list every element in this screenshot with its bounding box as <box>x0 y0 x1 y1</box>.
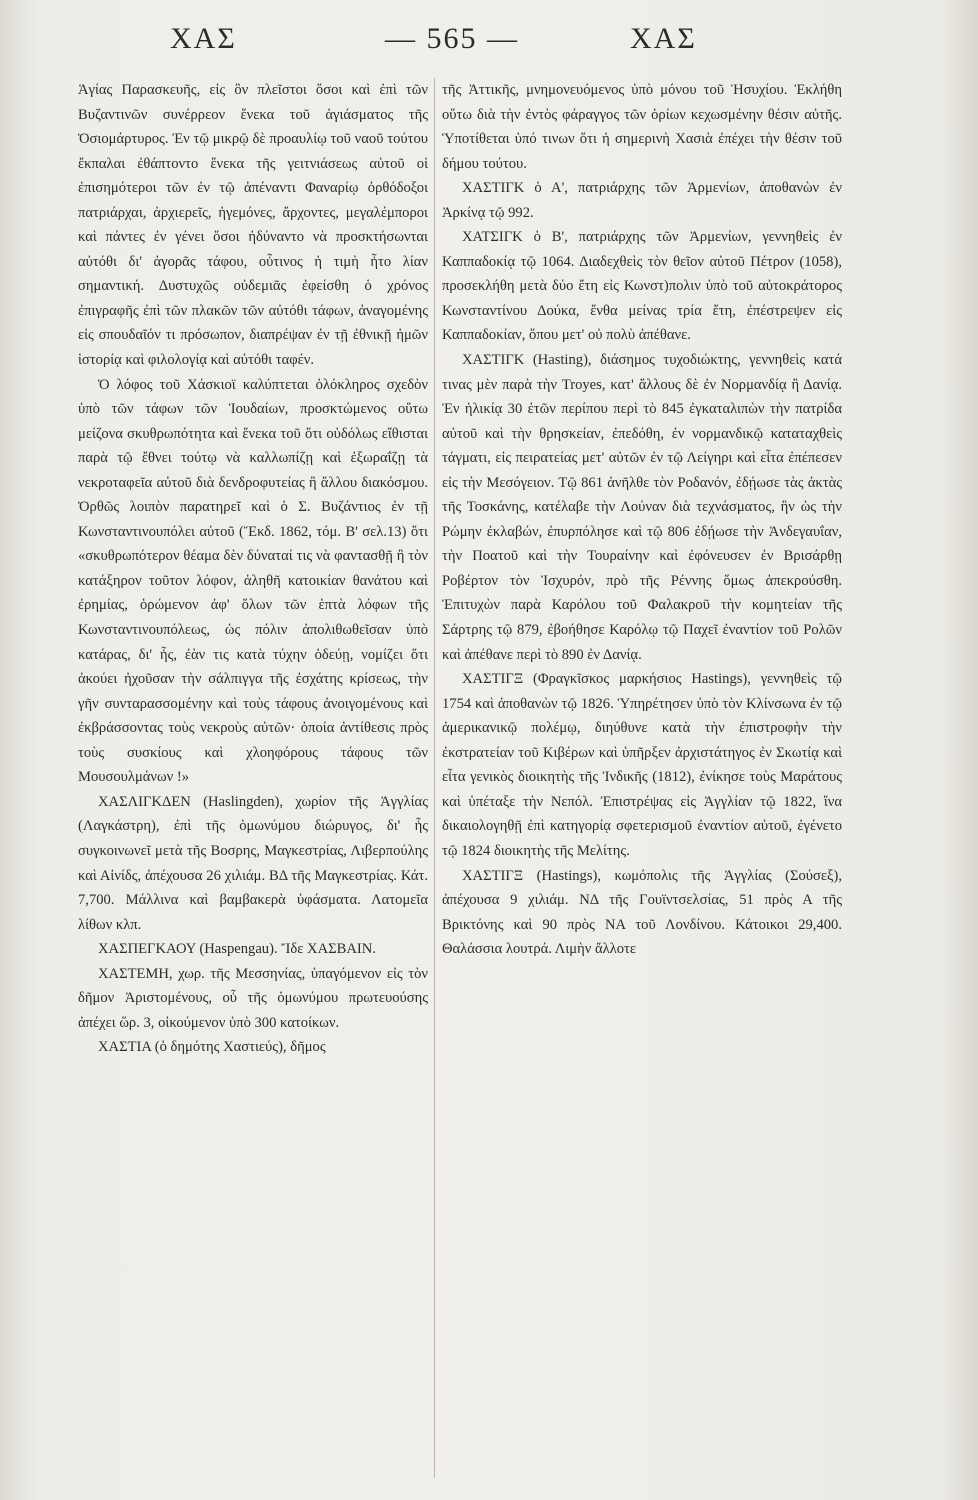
entry-haspengau: ΧΑΣΠΕΓΚΑΟΥ (Haspengau). Ἴδε ΧΑΣΒΑΙΝ. <box>98 941 376 958</box>
page-number: — 565 — <box>385 22 519 55</box>
entry-hasting: ΧΑΣΤΙΓΚ (Hasting), διάσημος τυχοδιώκτης, γεννηθεὶς κατά τινας μὲν παρὰ τὴν Troyes, κατ' ἄλλους δὲ ἐν Νορμανδίᾳ ἢ Δανίᾳ. Ἐν ἡλικίᾳ 30 ἐτῶν περίπου περὶ τὸ 845 ἐγκαταλιπὼν τὴν πατρίδα αὐτοῦ καὶ τὴν θρησκείαν, ἐπεδόθη, ἐν νορμανδικῷ καταταχθεὶς τάγματι, εἰς πειρατείας μετ' αὐτῶν ἐν τῷ Λείγηρι καὶ εἶτα ἐπέπεσεν εἰς τὴν Μεσόγειον. Τῷ 861 ἀνῆλθε τὸν Ροδανόν, ἐδῄωσε τὰς ἀκτὰς τῆς Τοσκάνης, κατέλαβε τὴν Λούναν διὰ τεχνάσματος, ἣν ὡς τὴν Ρώμην ἐκλαβών, ἐπυρπόλησε καὶ τῷ 806 ἐδῄωσε τὴν Ἀνδεγαυΐαν, τὴν Ποατοῦ καὶ τὴν Τουραίνην καὶ ἐφόνευσεν ἐν Βρισάρθῃ Ροβέρτον τὸν Ἰσχυρόν, πρὸ τῆς Ρέννης ὅμως ἀπεκρούσθη. Ἐπιτυχὼν παρὰ Καρόλου τοῦ Φαλακροῦ τὴν κομητείαν τῆς Σάρτρης τῷ 879, ἐβοήθησε Καρόλῳ τῷ Παχεῖ ἐναντίον τοῦ Ρολῶν καὶ ἀπέθανε περὶ τὸ 890 ἐν Δανίᾳ. <box>442 352 842 663</box>
left-paragraph: Ἁγίας Παρασκευῆς, εἰς ὃν πλεῖστοι ὅσοι καὶ ἐπὶ τῶν Βυζαντινῶν συνέρρεον ἕνεκα τοῦ ἁγιάσματος τῆς Ὁσιομάρτυρος. Ἐν τῷ μικρῷ δὲ προαυλίῳ τοῦ ναοῦ τούτου ἔκπαλαι ἐθάπτοντο ἕνεκα τῆς γειτνιάσεως αὐτοῦ οἱ ἐπισημότεροι τῶν ἐν τῷ ἀπέναντι Φαναρίῳ ὀρθόδοξοι πατριάρχαι, ἀρχιερεῖς, ἡγεμόνες, ἄρχοντες, μεγαλέμποροι καὶ πάντες ἐν γένει ὅσοι ἠδύναντο νὰ προσκτήσωνται αὐτόθι δι' ἀγορᾶς τάφου, οὗτινος ἡ τιμὴ ἦτο λίαν σημαντική. Δυστυχῶς οὐδεμιᾶς ἐφείσθη ὁ χρόνος ἐπιγραφῆς ἐπὶ τῶν πλακῶν τῶν αὐτόθι τάφων, ἀναγομένης εἰς σπουδαῖόν τι πρόσωπον, διαπρέψαν ἐν τῇ ἐθνικῇ ἡμῶν ἱστορίᾳ καὶ φιλολογίᾳ καὶ αὐτόθι ταφέν. <box>78 82 428 369</box>
entry-chastigk-a: ΧΑΣΤΙΓΚ ὁ Α', πατριάρχης τῶν Ἀρμενίων, ἀποθανὼν ἐν Ἀρκίνᾳ τῷ 992. <box>442 180 842 221</box>
entry-chatsigk-b: ΧΑΤΣΙΓΚ ὁ Β', πατριάρχης τῶν Ἀρμενίων, γεννηθεὶς ἐν Καππαδοκίᾳ τῷ 1064. Διαδεχθεὶς τὸν θεῖον αὐτοῦ Πέτρον (1058), προσεκλήθη μετὰ δύο ἔτη εἰς Κωνστ)πολιν ὑπὸ τοῦ αὐτοκράτορος Κωνσταντίνου Δούκα, ἔνθα μείνας τρία ἔτη, ἐπέστρεψεν εἰς Καππαδοκίαν, ὅπου μετ' οὐ πολὺ ἀπέθανε. <box>442 229 842 344</box>
header-right-keyword: ΧΑΣ <box>630 22 697 55</box>
page-header <box>150 22 710 72</box>
right-paragraph: τῆς Ἀττικῆς, μνημονευόμενος ὑπὸ μόνου τοῦ Ἡσυχίου. Ἐκλήθη οὕτω διὰ τὴν ἐντὸς φάραγγος τῶν ὁρίων κεχωσμένην θέσιν αὐτῆς. Ὑποτίθεται ὑπό τινων ὅτι ἡ σημερινὴ Χασιὰ ἐπέχει τὴν θέσιν τοῦ δήμου τούτου. <box>442 82 842 172</box>
entry-haslingden: ΧΑΣΛΙΓΚΔΕΝ (Haslingden), χωρίον τῆς Ἀγγλίας (Λαγκάστρη), ἐπὶ τῆς ὁμωνύμου διώρυγος, δι' ἧς συγκοινωνεῖ μετὰ τῆς Βοσρης, Μαγκεστρίας, Λιβερπούλης καὶ Αἰνίδς, ἀπέχουσα 26 χιλιάμ. ΒΔ τῆς Μαγκεστρίας. Κάτ. 7,700. Μάλλινα καὶ βαμβακερὰ ὑφάσματα. Λατομεῖα λίθων κλπ. <box>78 793 428 933</box>
entry-hastings-town: ΧΑΣΤΙΓΞ (Hastings), κωμόπολις τῆς Ἀγγλίας (Σούσεξ), ἀπέχουσα 9 χιλιάμ. ΝΔ τῆς Γουϊντσελσίας, 51 πρὸς Α τῆς Βρικτόνης καὶ 90 πρὸς ΝΑ τοῦ Λονδίνου. Κάτοικοι 29,400. Θαλάσσια λουτρά. Λιμὴν ἄλλοτε <box>442 867 842 958</box>
entry-hastings-marquis: ΧΑΣΤΙΓΞ (Φραγκῖσκος μαρκήσιος Hastings), γεννηθεὶς τῷ 1754 καὶ ἀποθανὼν τῷ 1826. Ὑπηρέτησεν ὑπὸ τὸν Κλίνσωνα ἐν τῷ ἀμερικανικῷ πολέμῳ, διηύθυνε κατὰ τὴν ἐπιστροφὴν τὴν ἐκστρατείαν τοῦ Κιβέρων καὶ ὑπῆρξεν ἀρχιστάτηγος ἐν Σκωτίᾳ καὶ εἶτα γενικὸς διοικητὴς τῆς Ἰνδικῆς (1812), ἐνίκησε τοὺς Μαράτους καὶ ὑπέταξε τὴν Νεπόλ. Ἐπιστρέψας εἰς Ἀγγλίαν τῷ 1822, ἵνα δικαιολογηθῇ ἐπὶ κατηγορίᾳ σφετερισμοῦ ἐναντίον αὐτοῦ, ἐγένετο τῷ 1824 διοικητὴς τῆς Μελίτης. <box>442 671 842 859</box>
entry-chastia: ΧΑΣΤΙΑ (ὁ δημότης Χαστιεύς), δῆμος <box>98 1039 326 1056</box>
header-left-keyword: ΧΑΣ <box>170 22 237 55</box>
right-column <box>442 78 842 1478</box>
column-divider <box>434 78 435 1478</box>
left-column <box>78 78 428 1478</box>
left-paragraph: Ὁ λόφος τοῦ Χάσκιοϊ καλύπτεται ὁλόκληρος σχεδὸν ὑπὸ τῶν τάφων τῶν Ἰουδαίων, προσκτώμενος οὕτω μείζονα σκυθρωπότητα καὶ ἕνεκα τοῦ ὅτι οὐδόλως εἴθισται παρὰ τῷ ἔθνει τούτῳ νὰ καλλωπίζῃ καὶ ἐξωραΐζῃ τὰ νεκροταφεῖα αὐτοῦ διὰ δενδροφυτείας ἢ ἄλλου διακόσμου. Ὀρθῶς λοιπὸν παρατηρεῖ καὶ ὁ Σ. Βυζάντιος ἐν τῇ Κωνσταντινουπόλει αὐτοῦ (Ἔκδ. 1862, τόμ. Β' σελ.13) ὅτι «σκυθρωπότερον θέαμα δὲν δύναταί τις νὰ φαντασθῇ ἢ τὸν κατάξηρον τοῦτον λόφον, ἀληθῆ κατοικίαν θανάτου καὶ ἐρημίας, ὁρώμενον ἀφ' ὅλων τῶν ἑπτὰ λόφων τῆς Κωνσταντινουπόλεως, ὡς πόλιν ἀπολιθωθεῖσαν ὑπὸ κατάρας, δι' ἧς, ἐὰν τις κατὰ τύχην ὁδεύῃ, νομίζει ὅτι ἀκούει ἠχοῦσαν τὴν σάλπιγγα τῆς ἐσχάτης κρίσεως, τὴν γῆν συνταρασσομένην καὶ τοὺς τάφους ἀνοιγομένους καὶ ἐκβράσσοντας τοὺς νεκροὺς αὐτῶν· ὁποία ἀντίθεσις πρὸς τοὺς συσκίους καὶ χλοηφόρους τάφους τῶν Μουσουλμάνων !» <box>78 376 428 786</box>
entry-chasteme: ΧΑΣΤΕΜΗ, χωρ. τῆς Μεσσηνίας, ὑπαγόμενον εἰς τὸν δῆμον Ἀριστομένους, οὗ τῆς ὁμωνύμου πρωτευούσης ἀπέχει ὥρ. 3, οἰκούμενον ὑπὸ 300 κατοίκων. <box>78 965 428 1031</box>
